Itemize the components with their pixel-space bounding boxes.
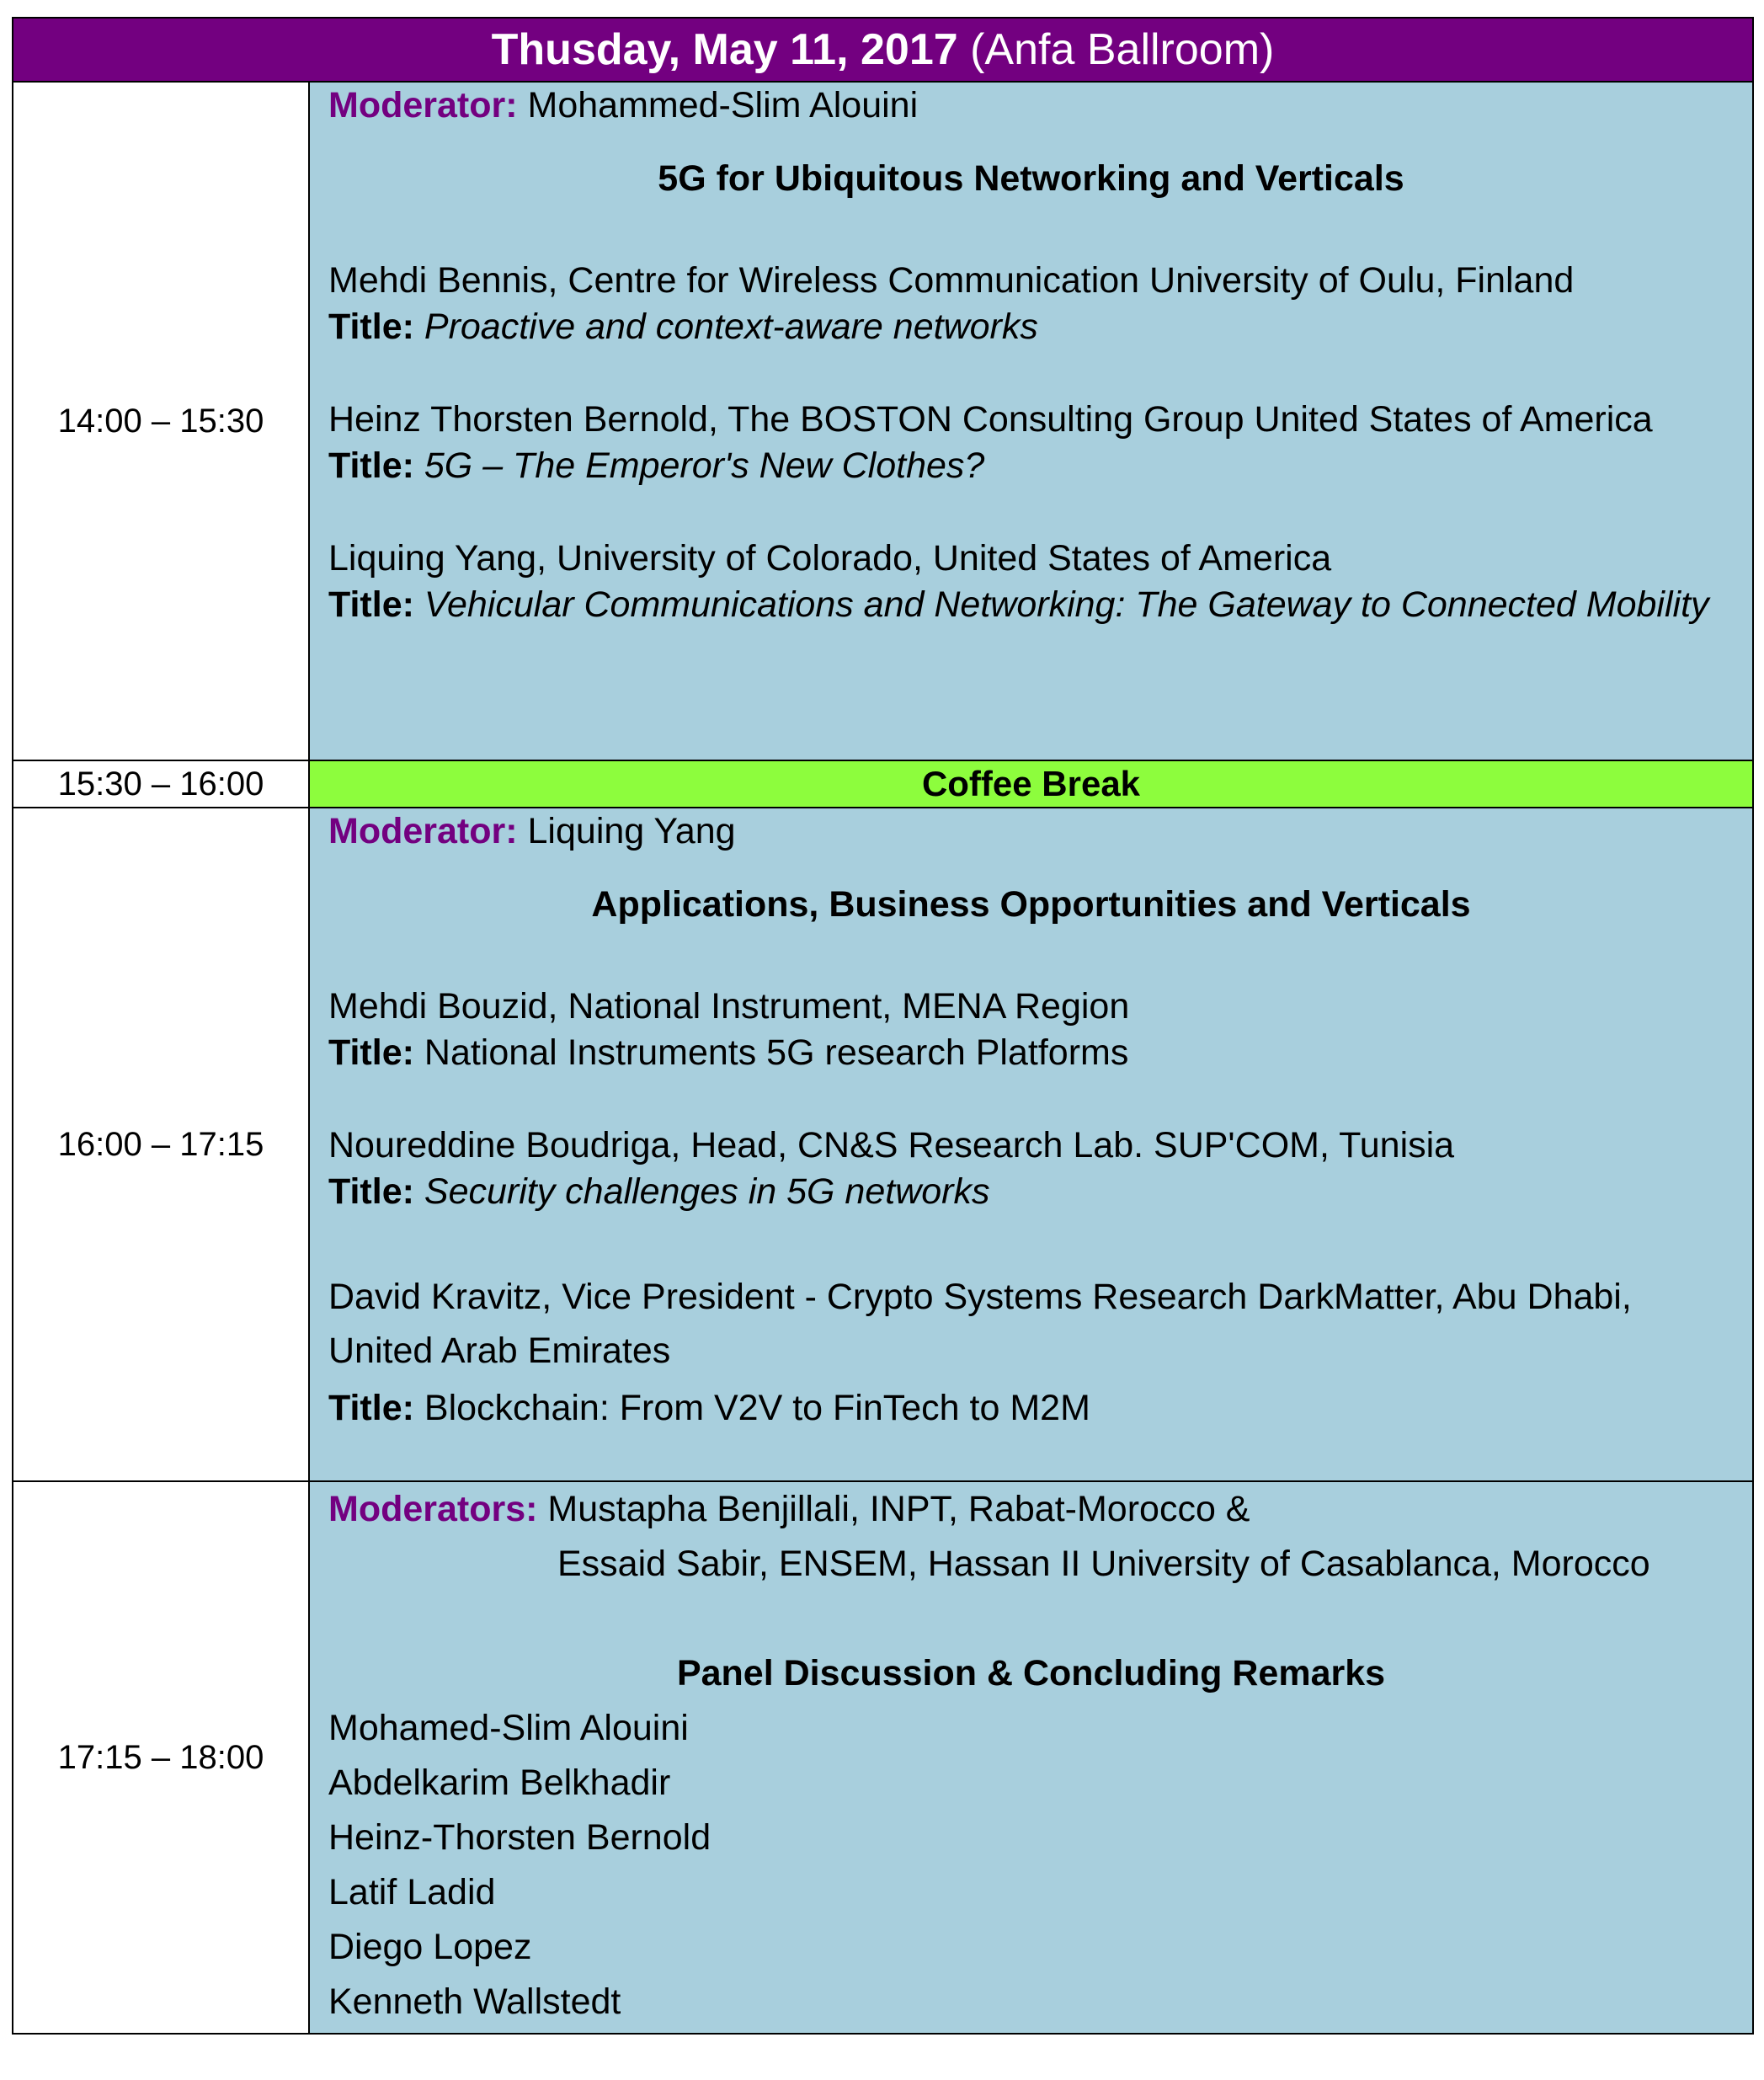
- title-label: Title:: [328, 445, 414, 486]
- session-row-2: [13, 808, 1753, 1481]
- speaker: Mehdi Bennis, Centre for Wireless Communication University of Oulu, Finland: [328, 260, 1575, 301]
- title-label: Title:: [328, 1388, 414, 1428]
- talk-item: [328, 984, 1734, 1076]
- session-title: Applications, Business Opportunities and Verticals: [591, 884, 1471, 925]
- moderator-name: Liquing Yang: [527, 811, 736, 851]
- panelist: Diego Lopez: [328, 1927, 532, 1967]
- time-slot: 14:00 – 15:30: [13, 82, 309, 760]
- panelist: Mohamed-Slim Alouini: [328, 1708, 689, 1748]
- talk-title: Blockchain: From V2V to FinTech to M2M: [424, 1388, 1090, 1428]
- time-slot: 16:00 – 17:15: [13, 808, 309, 1481]
- talk-item: [328, 258, 1734, 350]
- time-slot: 17:15 – 18:00: [13, 1481, 309, 2034]
- title-label: Title:: [328, 1032, 414, 1073]
- speaker: Liquing Yang, University of Colorado, United States of America: [328, 538, 1332, 579]
- day-header: [13, 18, 1753, 82]
- speaker: Mehdi Bouzid, National Instrument, MENA Region: [328, 986, 1130, 1027]
- day-title: Thusday, May 11, 2017: [491, 25, 958, 74]
- break-row: [13, 760, 1753, 808]
- talk-item: [328, 1270, 1734, 1435]
- talk-item: [328, 536, 1734, 628]
- speaker: Noureddine Boudriga, Head, CN&S Research Lab. SUP'COM, Tunisia: [328, 1125, 1455, 1165]
- speaker: David Kravitz, Vice President - Crypto Systems Research DarkMatter, Abu Dhabi, United Arab Emirates: [328, 1277, 1632, 1371]
- talk-title: National Instruments 5G research Platforms: [424, 1032, 1129, 1073]
- talk-title: Proactive and context-aware networks: [424, 307, 1038, 347]
- schedule-table: [12, 17, 1754, 2035]
- panelist: Kenneth Wallstedt: [328, 1981, 621, 2022]
- moderator-label: Moderator:: [328, 811, 518, 851]
- speaker: Heinz Thorsten Bernold, The BOSTON Consulting Group United States of America: [328, 399, 1653, 440]
- session-row-1: [13, 82, 1753, 760]
- room-name: (Anfa Ballroom): [970, 25, 1275, 74]
- session-content: [309, 808, 1753, 1481]
- session-content: [309, 82, 1753, 760]
- moderators-label: Moderators:: [328, 1489, 538, 1529]
- panelist: Abdelkarim Belkhadir: [328, 1763, 671, 1803]
- moderator-name: Mohammed-Slim Alouini: [527, 85, 919, 125]
- talk-item: [328, 397, 1734, 489]
- coffee-break: Coffee Break: [309, 760, 1753, 808]
- title-label: Title:: [328, 1171, 414, 1212]
- talk-title: 5G – The Emperor's New Clothes?: [424, 445, 985, 486]
- talk-item: [328, 1123, 1734, 1215]
- panelist: Heinz-Thorsten Bernold: [328, 1817, 711, 1858]
- moderator-name: Essaid Sabir, ENSEM, Hassan II University of Casablanca, Morocco: [557, 1544, 1650, 1584]
- panelist: Latif Ladid: [328, 1872, 496, 1912]
- session-title: 5G for Ubiquitous Networking and Verticals: [658, 158, 1404, 199]
- title-label: Title:: [328, 307, 414, 347]
- moderator-label: Moderator:: [328, 85, 518, 125]
- title-label: Title:: [328, 584, 414, 625]
- session-content: [309, 1481, 1753, 2034]
- moderator-name: Mustapha Benjillali, INPT, Rabat-Morocco &: [547, 1489, 1250, 1529]
- session-title: Panel Discussion & Concluding Remarks: [676, 1653, 1386, 1693]
- panelist-list: [328, 1701, 1734, 2029]
- talk-title: Security challenges in 5G networks: [424, 1171, 990, 1212]
- talk-title: Vehicular Communications and Networking: The Gateway to Connected Mobility: [424, 584, 1709, 625]
- time-slot: 15:30 – 16:00: [13, 760, 309, 808]
- session-row-3: [13, 1481, 1753, 2034]
